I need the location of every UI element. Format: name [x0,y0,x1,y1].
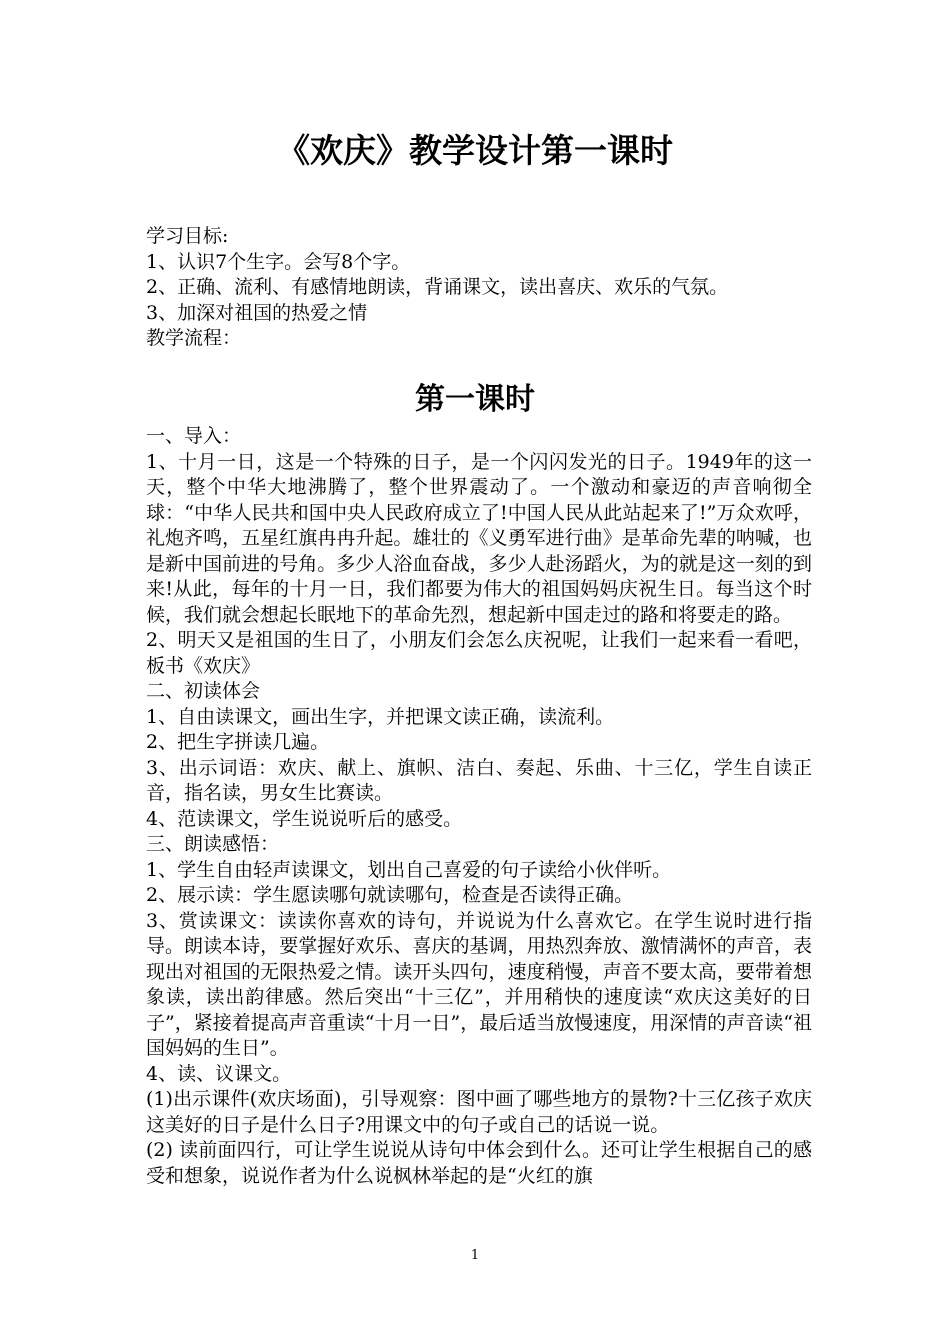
section-heading-reading-insight: 三、朗读感悟： [146,833,280,855]
lesson-title: 第一课时 [415,382,535,417]
goal-item: 1、认识7个生字。会写8个字。 [146,250,411,273]
paragraph: 2、把生字拼读几遍。 [146,731,330,753]
paragraph: 3、出示词语：欢庆、献上、旗帜、洁白、奏起、乐曲、十三亿，学生自读正音，指名读，男女生比赛读。 [146,756,812,804]
paragraph: (1)出示课件(欢庆场面)，引导观察：图中画了哪些地方的景物?十三亿孩子欢庆这美好的日子是什么日子?用课文中的句子或自己的话说一说。 [146,1088,812,1136]
paragraph: 4、读、议课文。 [146,1062,292,1085]
learning-goals-section [146,224,812,352]
section-heading-intro: 一、导入： [146,425,242,447]
paragraph: 4、范读课文，学生说说听后的感受。 [146,807,463,830]
goals-heading: 学习目标: [146,225,229,247]
document-title: 《欢庆》教学设计第一课时 [277,131,673,170]
lesson-content [146,424,812,1189]
paragraph: 2、展示读：学生愿读哪句就读哪句，检查是否读得正确。 [146,884,634,906]
paragraph: 1、自由读课文，画出生字，并把课文读正确，读流利。 [146,705,615,728]
goal-item: 3、加深对祖国的热爱之情 [146,301,368,324]
page-number: 1 [470,1248,480,1263]
paragraph: 1、学生自由轻声读课文，划出自己喜爱的句子读给小伙伴听。 [146,858,672,881]
paragraph: 3、赏读课文：读读你喜欢的诗句，并说说为什么喜欢它。在学生说时进行指导。朗读本诗，要掌握好欢乐、喜庆的基调，用热烈奔放、激情满怀的声音，表现出对祖国的无限热爱之情。读开头四句，速度稍慢，声音不要太高，要带着想象读，读出韵律感。然后突出“十三亿”，并用稍快的速度读“欢庆这美好的日子”，紧接着提高声音重读“十月一日”，最后适当放慢速度，用深情的声音读“祖国妈妈的生日”。 [146,909,812,1059]
paragraph: 1、十月一日，这是一个特殊的日子，是一个闪闪发光的日子。1949年的这一天，整个中华大地沸腾了，整个世界震动了。一个激动和豪迈的声音响彻全球：“中华人民共和国中央人民政府成立了!中国人民从此站起来了!”万众欢呼，礼炮齐鸣，五星红旗冉冉升起。雄壮的《义勇军进行曲》是革命先辈的呐喊，也是新中国前进的号角。多少人浴血奋战，多少人赴汤蹈火，为的就是这一刻的到来!从此，每年的十月一日，我们都要为伟大的祖国妈妈庆祝生日。每当这个时候，我们就会想起长眠地下的革命先烈，想起新中国走过的路和将要走的路。 [146,450,812,626]
paragraph: (2) 读前面四行，可让学生说说从诗句中体会到什么。还可让学生根据自己的感受和想象，说说作者为什么说枫林举起的是“火红的旗 [146,1139,812,1187]
goal-item: 2、正确、流利、有感情地朗读，背诵课文，读出喜庆、欢乐的气氛。 [146,276,729,298]
section-heading-first-reading: 二、初读体会 [146,680,261,702]
flow-heading: 教学流程： [146,327,242,349]
paragraph: 2、明天又是祖国的生日了，小朋友们会怎么庆祝呢，让我们一起来看一看吧，板书《欢庆》 [146,629,812,677]
